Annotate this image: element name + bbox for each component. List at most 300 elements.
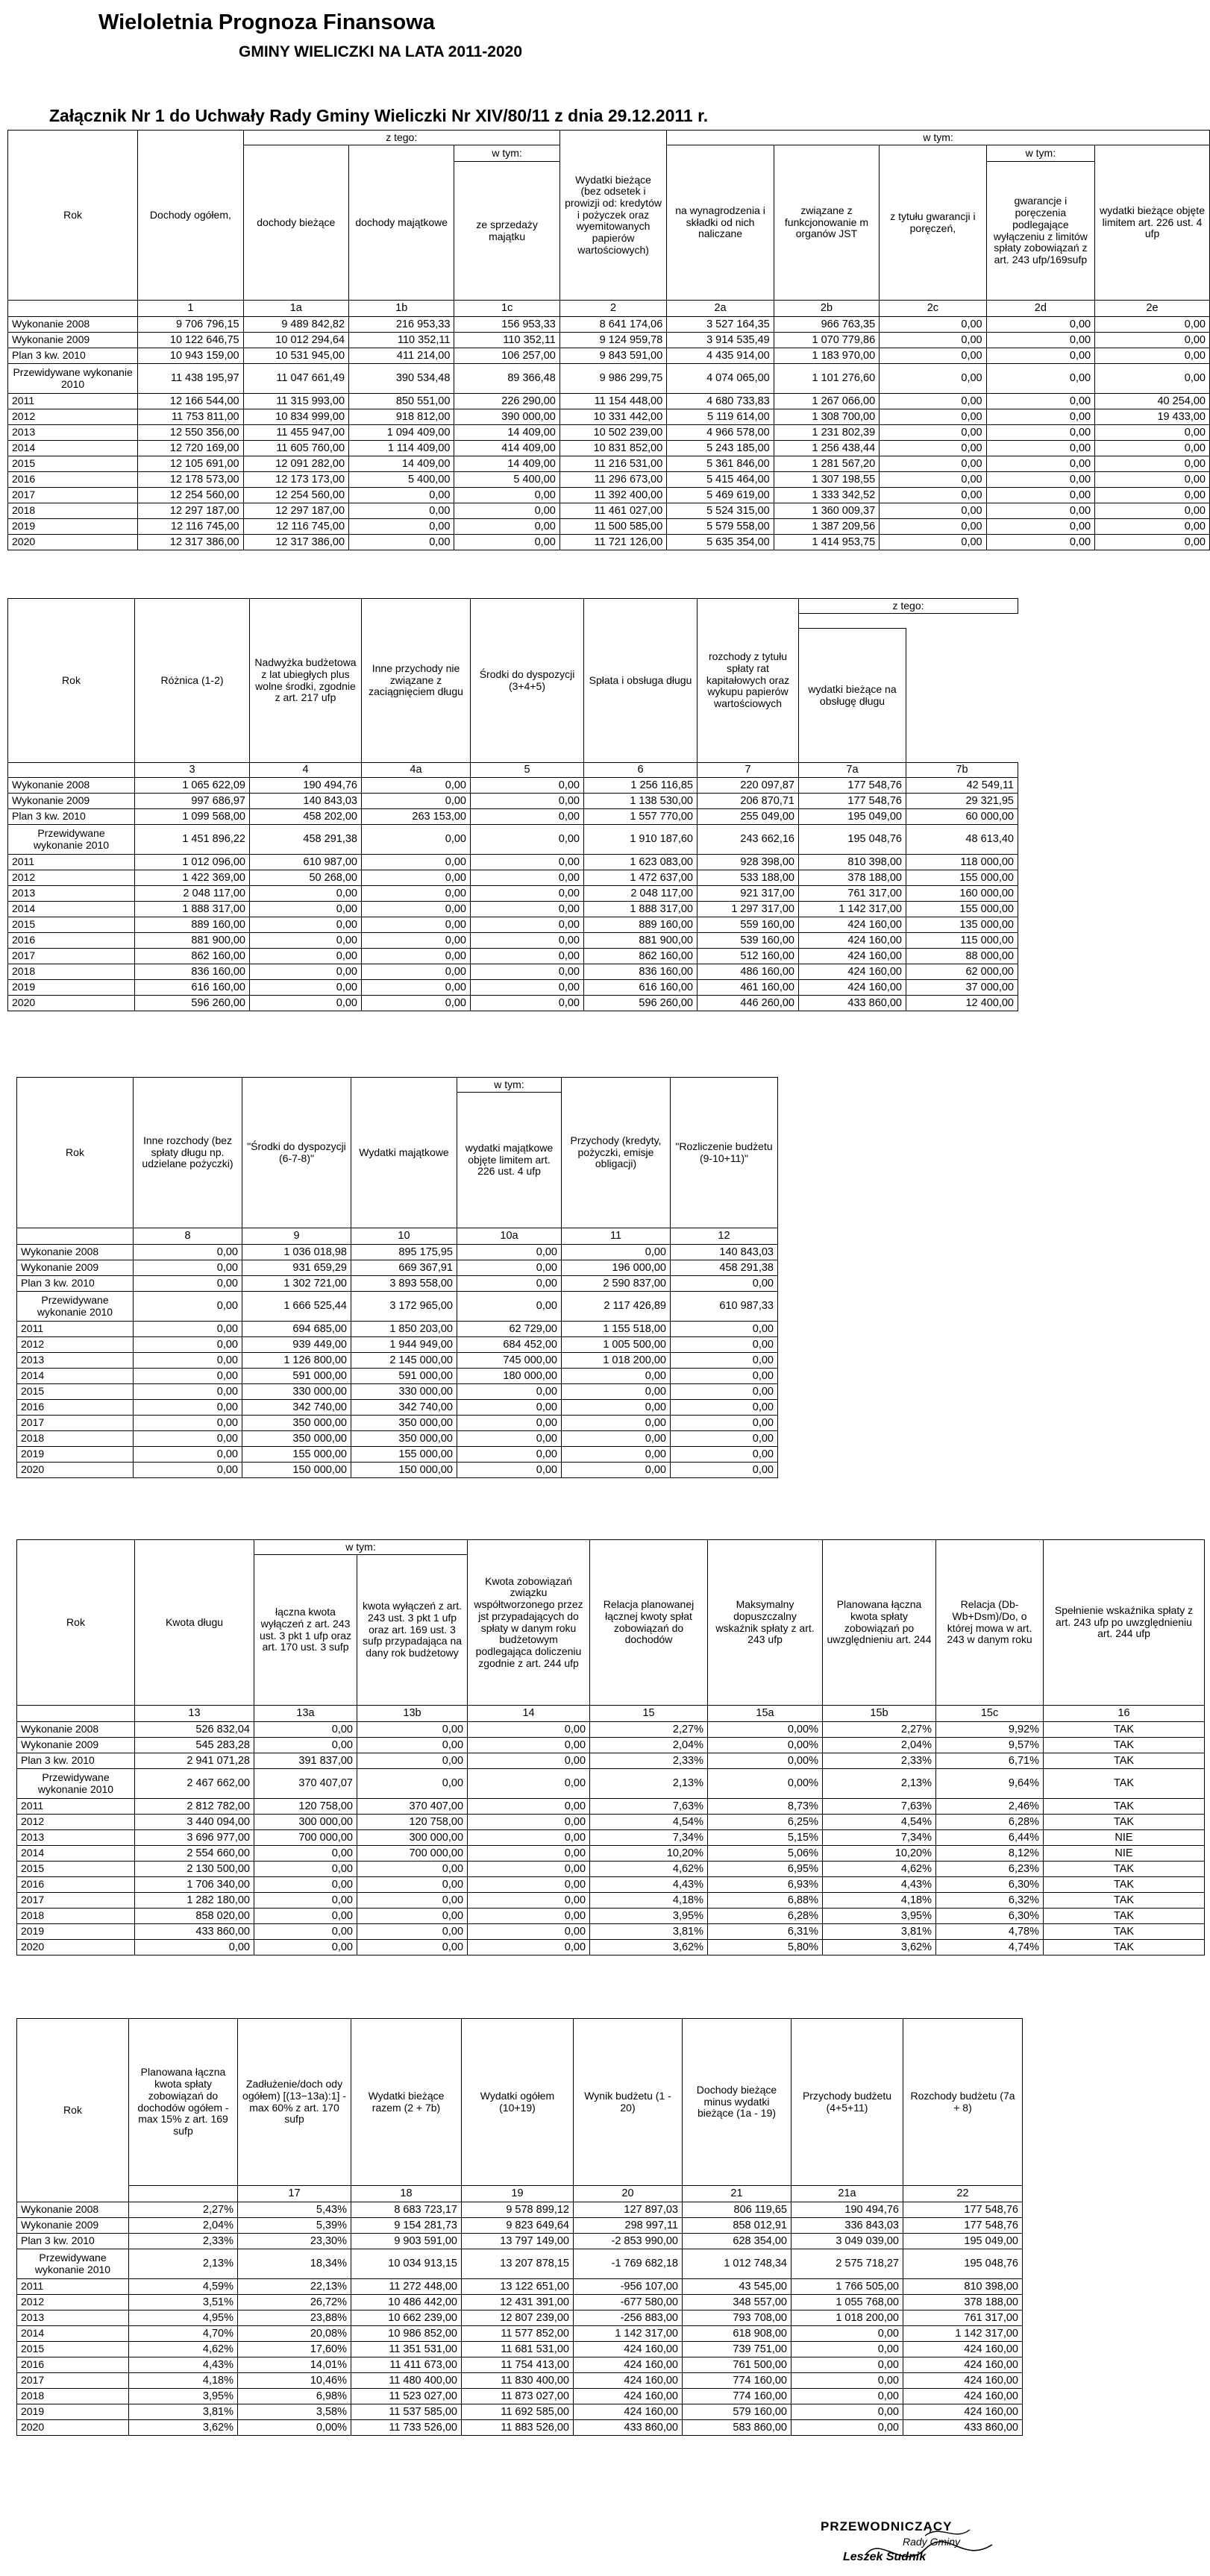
table-cell: 11 480 400,00 [351,2373,462,2389]
table-cell: 0,00 [254,1846,357,1862]
row-label: 2019 [8,519,138,535]
table-cell: 862 160,00 [135,949,250,964]
table-cell: 243 662,16 [698,825,799,855]
table-cell: 0,00 [986,317,1095,333]
table-cell: 810 398,00 [903,2279,1023,2295]
header-c1a: dochody bieżące [243,145,348,301]
table-cell: 694 685,00 [242,1322,351,1337]
table-row [17,1276,778,1292]
table-cell: 0,00 [986,535,1095,550]
table-cell: 0,00 [471,933,584,949]
table-cell: 0,00 [471,917,584,933]
column-index: 4 [250,763,362,778]
table-cell: 0,00 [134,1292,242,1322]
table-cell: 591 000,00 [351,1369,457,1384]
table-cell: 0,00 [986,472,1095,488]
table-cell: 12 116 745,00 [243,519,348,535]
table-cell: 11 411 673,00 [351,2357,462,2373]
table-cell: 1 065 622,09 [135,778,250,794]
column-index: 7 [698,763,799,778]
table-cell: 1 850 203,00 [351,1322,457,1337]
table-cell: 486 160,00 [698,964,799,980]
table-cell: 1 297 317,00 [698,902,799,917]
table-cell: 433 860,00 [574,2420,683,2436]
table-row [17,1384,778,1400]
column-index: 3 [135,763,250,778]
table-cell: 12 431 391,00 [462,2295,574,2310]
table-cell: 0,00 [135,1940,254,1955]
table-row [8,456,1210,472]
table-row [8,980,1018,996]
table-cell: 0,00 [134,1276,242,1292]
table-cell: 11 681 531,00 [462,2342,574,2357]
row-label: Wykonanie 2008 [8,778,135,794]
table-cell: 0,00 [562,1463,671,1478]
header-c23: Rozchody budżetu (7a + 8) [903,2019,1023,2186]
table-cell: 0,00 [250,996,362,1011]
header-c7a: rozchody z tytułu spłaty rat kapitałowych oraz wykupu papierów wartościowych [698,599,799,763]
header-c11: Przychody (kredyty, pożyczki, emisje obligacji) [562,1078,671,1228]
column-index: 1b [349,301,454,317]
table-row [17,1893,1205,1909]
table-cell: 3,62% [129,2420,238,2436]
table-cell: 156 953,33 [454,317,559,333]
table-cell: 0,00 [134,1384,242,1400]
table-cell: 0,00 [562,1384,671,1400]
table-cell: 0,00 [457,1276,562,1292]
table-cell: 4,62% [823,1862,936,1877]
table-cell: 10,20% [590,1846,708,1862]
table-cell: 1 766 505,00 [791,2279,903,2295]
table-row [8,503,1210,519]
row-label: 2019 [17,1924,135,1940]
table-cell: 0,00 [457,1431,562,1447]
row-label: 2012 [17,2295,129,2310]
column-index: 20 [574,2186,683,2202]
table-cell: 414 409,00 [454,441,559,456]
table-cell: 2 941 071,28 [135,1753,254,1769]
header-c2b: związane z funkcjonowanie m organów JST [774,145,879,301]
table-cell: 0,00 [671,1322,778,1337]
column-index: 13 [135,1706,254,1722]
table-cell: 6,88% [708,1893,823,1909]
table-cell: 3,95% [129,2389,238,2404]
table-cell: 1 666 525,44 [242,1292,351,1322]
table-cell: 390 000,00 [454,409,559,425]
table-cell: 411 214,00 [349,348,454,364]
table-cell: 263 153,00 [362,809,471,825]
table-cell: 4,43% [823,1877,936,1893]
header-rok: Rok [17,1078,134,1228]
table-cell: 5 524 315,00 [667,503,774,519]
table-cell: 1 256 438,44 [774,441,879,456]
table-cell: 1 472 637,00 [584,870,698,886]
table-cell: 0,00 [457,1292,562,1322]
header-c13b: kwota wyłączeń z art. 243 ust. 3 pkt 1 ufp oraz art. 169 ust. 3 sufp przypadająca na dany rok budżetowy [357,1555,468,1706]
table-row [17,2234,1023,2249]
table-row [17,1722,1205,1738]
table-cell: 684 452,00 [457,1337,562,1353]
table-row [8,778,1018,794]
table-cell: 616 160,00 [135,980,250,996]
table-cell: 0,00 [134,1260,242,1276]
row-label: 2018 [17,2389,129,2404]
table-cell: 0,00 [134,1431,242,1447]
table-cell: 774 160,00 [683,2373,791,2389]
table-cell: 0,00 [457,1447,562,1463]
table-cell: 1 910 187,60 [584,825,698,855]
table-cell: 37 000,00 [906,980,1018,996]
table-cell: 11 605 760,00 [243,441,348,456]
table-cell: TAK [1044,1799,1205,1815]
table-cell: 0,00 [250,886,362,902]
table-cell: 11 830 400,00 [462,2373,574,2389]
table-cell: 11 296 673,00 [559,472,666,488]
table-cell: 4,70% [129,2326,238,2342]
row-label: Plan 3 kw. 2010 [17,2234,129,2249]
table-cell: 895 175,95 [351,1245,457,1260]
table-cell: 433 860,00 [903,2420,1023,2436]
table-cell: 6,95% [708,1862,823,1877]
table-cell: 0,00 [250,949,362,964]
table-cell: TAK [1044,1722,1205,1738]
table-cell: 4,54% [823,1815,936,1830]
table-cell: 0,00 [671,1337,778,1353]
table-cell: 610 987,33 [671,1292,778,1322]
table-row [8,855,1018,870]
table-cell: 1 256 116,85 [584,778,698,794]
row-label: 2017 [17,1416,134,1431]
row-label: 2015 [8,456,138,472]
table-cell: TAK [1044,1893,1205,1909]
table-row [17,1909,1205,1924]
table-cell: 6,93% [708,1877,823,1893]
table-cell: 0,00 [468,1738,590,1753]
table-cell: 3 696 977,00 [135,1830,254,1846]
table-cell: 9,57% [936,1738,1044,1753]
table-cell: 0,00 [468,1830,590,1846]
table-cell: 0,00 [362,996,471,1011]
table-cell: 669 367,91 [351,1260,457,1276]
table-cell: 195 049,00 [903,2234,1023,2249]
column-index: 1a [243,301,348,317]
column-index: 4a [362,763,471,778]
table-cell: 0,00 [562,1416,671,1431]
table-cell: 378 188,00 [799,870,906,886]
header-c21a: Dochody bieżące minus wydatki bieżące (1a - 19) [683,2019,791,2186]
table-cell: 0,00 [468,1893,590,1909]
table-cell: 3 893 558,00 [351,1276,457,1292]
row-label: 2017 [17,2373,129,2389]
table-cell: 17,60% [238,2342,351,2357]
table-cell: 0,00 [791,2357,903,2373]
table-cell: 177 548,76 [903,2202,1023,2218]
row-label: 2016 [17,2357,129,2373]
table-row [17,2420,1023,2436]
table-cell: 4,59% [129,2279,238,2295]
table-cell: 0,00 [562,1431,671,1447]
table-cell: 1 231 802,39 [774,425,879,441]
row-label: 2018 [17,1909,135,1924]
table-row [8,902,1018,917]
table-cell: 0,00 [362,902,471,917]
table-cell: 378 188,00 [903,2295,1023,2310]
table-cell: 0,00 [468,1753,590,1769]
page-title: Wieloletnia Prognoza Finansowa [98,10,435,34]
table-cell: 391 837,00 [254,1753,357,1769]
table-cell: 761 317,00 [799,886,906,902]
table-cell: 18,34% [238,2249,351,2279]
table-cell: 0,00% [708,1769,823,1799]
table-cell: 424 160,00 [799,964,906,980]
table-cell: 6,28% [708,1909,823,1924]
table-row [8,870,1018,886]
table-cell: 0,00 [457,1416,562,1431]
row-label: 2013 [8,425,138,441]
table-cell: 7,63% [823,1799,936,1815]
table-cell: 1 036 018,98 [242,1245,351,1260]
table-cell: 40 254,00 [1095,394,1210,409]
table-cell: 110 352,11 [454,333,559,348]
table-cell: 11 351 531,00 [351,2342,462,2357]
row-label: Wykonanie 2009 [17,1738,135,1753]
row-label: Plan 3 kw. 2010 [8,348,138,364]
table-cell: 4,78% [936,1924,1044,1940]
table-row [17,2202,1023,2218]
table-cell: 1 018 200,00 [562,1353,671,1369]
table-cell: 810 398,00 [799,855,906,870]
table-cell: 180 000,00 [457,1369,562,1384]
page-subtitle: GMINY WIELICZKI NA LATA 2011-2020 [239,43,523,60]
table-cell: 0,00 [349,488,454,503]
table-row [17,2279,1023,2295]
table-cell: 997 686,97 [135,794,250,809]
table-cell: 12 297 187,00 [243,503,348,519]
row-label: 2014 [8,902,135,917]
table-cell: 0,00 [254,1940,357,1955]
row-label: 2011 [17,2279,129,2295]
table-cell: 0,00 [986,348,1095,364]
column-index: 2d [986,301,1095,317]
table-cell: 11 523 027,00 [351,2389,462,2404]
header-c1c: ze sprzedaży majątku [454,162,559,301]
table-cell: 4 966 578,00 [667,425,774,441]
table-row [17,1830,1205,1846]
table-cell: 150 000,00 [351,1463,457,1478]
row-label: 2014 [17,1846,135,1862]
row-label: Wykonanie 2008 [8,317,138,333]
table-cell: 0,00 [468,1862,590,1877]
table-cell: 195 048,76 [799,825,906,855]
table-cell: NIE [1044,1830,1205,1846]
table-cell: 1 005 500,00 [562,1337,671,1353]
table-cell: 2 130 500,00 [135,1862,254,1877]
table-cell: 1 070 779,86 [774,333,879,348]
table-cell: 0,00 [880,333,986,348]
header-c15c: Relacja (Db-Wb+Dsm)/Do, o której mowa w art. 243 w danym roku [936,1540,1044,1706]
table-cell: 12 400,00 [906,996,1018,1011]
table-cell: 6,31% [708,1924,823,1940]
table-cell: 0,00 [880,535,986,550]
table-cell: 5 119 614,00 [667,409,774,425]
table-cell: 2 145 000,00 [351,1353,457,1369]
table-cell: 1 155 518,00 [562,1322,671,1337]
table-cell: 881 900,00 [135,933,250,949]
table-cell: 0,00 [791,2389,903,2404]
row-label: 2012 [8,409,138,425]
table-cell: 4 074 065,00 [667,364,774,394]
row-label: 2020 [17,2420,129,2436]
table-cell: 0,00 [1095,519,1210,535]
table-cell: 26,72% [238,2295,351,2310]
header-c2e: wydatki bieżące objęte limitem art. 226 ust. 4 ufp [1095,145,1210,301]
table-row [17,1815,1205,1830]
header-c15b: Planowana łączna kwota spłaty zobowiązań po uwzględnieniu art. 244 [823,1540,936,1706]
table-cell: 0,00 [791,2404,903,2420]
row-label: 2019 [8,980,135,996]
table-cell: 2 812 782,00 [135,1799,254,1815]
row-label: 2013 [17,1353,134,1369]
table-cell: 458 291,38 [250,825,362,855]
table-cell: 0,00 [254,1909,357,1924]
header-c1b: dochody majątkowe [349,145,454,301]
table-cell: 579 160,00 [683,2404,791,2420]
table-row [8,794,1018,809]
row-label: Plan 3 kw. 2010 [17,1753,135,1769]
table-cell: 424 160,00 [574,2373,683,2389]
table-cell: 0,00 [468,1909,590,1924]
table-cell: 0,00 [362,778,471,794]
table-cell: 0,00 [986,333,1095,348]
table-cell: 106 257,00 [454,348,559,364]
table-cell: 939 449,00 [242,1337,351,1353]
table-cell: 11 272 448,00 [351,2279,462,2295]
row-label: 2020 [8,535,138,550]
table-cell: 1 307 198,55 [774,472,879,488]
table-cell: 6,30% [936,1877,1044,1893]
table-cell: 12 105 691,00 [138,456,243,472]
column-index: 10a [457,1228,562,1245]
table-cell: 881 900,00 [584,933,698,949]
table-budget-result [16,2018,1023,2436]
table-cell: 0,00 [1095,456,1210,472]
table-cell: 0,00% [708,1738,823,1753]
table-cell: 0,00 [254,1862,357,1877]
row-label: 2012 [17,1337,134,1353]
row-label: 2017 [17,1893,135,1909]
table-cell: 0,00 [454,519,559,535]
table-cell: 424 160,00 [799,980,906,996]
table-row [17,2249,1023,2279]
table-row [17,1753,1205,1769]
table-cell: 2 048 117,00 [135,886,250,902]
table-cell: 1 094 409,00 [349,425,454,441]
table-cell: 5 243 185,00 [667,441,774,456]
table-cell: 10 662 239,00 [351,2310,462,2326]
table-cell: 2,27% [823,1722,936,1738]
table-cell: 20,08% [238,2326,351,2342]
header-c2d: gwarancje i poręczenia podlegające wyłączeniu z limitów spłaty zobowiązań z art. 243 ufp/169sufp [986,162,1095,301]
table-cell: 12 173 173,00 [243,472,348,488]
table-cell: 10,20% [823,1846,936,1862]
table-cell: 0,00 [362,825,471,855]
table-cell: 11 154 448,00 [559,394,666,409]
table-row [17,2373,1023,2389]
table-row [17,1260,778,1276]
table-cell: 424 160,00 [903,2389,1023,2404]
table-cell: 5 579 558,00 [667,519,774,535]
table-cell: 8,12% [936,1846,1044,1862]
table-cell: 43 545,00 [683,2279,791,2295]
table-cell: 583 860,00 [683,2420,791,2436]
table-cell: 160 000,00 [906,886,1018,902]
table-cell: 433 860,00 [799,996,906,1011]
table-surplus-debt-service [7,598,1018,1011]
header-c2: Wydatki bieżące (bez odsetek i prowizji od: kredytów i pożyczek oraz wyemitowanych papierów wartościowych) [559,131,666,301]
table-cell: 11 537 585,00 [351,2404,462,2420]
table-cell: 4,95% [129,2310,238,2326]
table-cell: -677 580,00 [574,2295,683,2310]
table-cell: 350 000,00 [351,1416,457,1431]
column-index: 7b [906,763,1018,778]
table-cell: 1 055 768,00 [791,2295,903,2310]
table-cell: 5,43% [238,2202,351,2218]
column-index: 2e [1095,301,1210,317]
table-cell: 0,00 [471,825,584,855]
table-cell: 1 126 800,00 [242,1353,351,1369]
table-row [8,809,1018,825]
header-c20: Wydatki ogółem (10+19) [462,2019,574,2186]
table-cell: 0,00 [357,1722,468,1738]
column-index: 19 [462,2186,574,2202]
table-row [8,996,1018,1011]
table-cell: 862 160,00 [584,949,698,964]
table-cell: 0,00 [349,535,454,550]
table-cell: 0,00 [454,503,559,519]
table-row [17,1877,1205,1893]
table-row [8,425,1210,441]
row-label: Przewidywane wykonanie 2010 [17,2249,129,2279]
table-cell: 5,80% [708,1940,823,1955]
row-label: 2015 [8,917,135,933]
table-cell: 5,15% [708,1830,823,1846]
table-cell: 5 361 846,00 [667,456,774,472]
table-cell: 0,00 [457,1260,562,1276]
table-row [8,964,1018,980]
table-cell: 0,00 [457,1463,562,1478]
table-cell: 1 944 949,00 [351,1337,457,1353]
column-index: 9 [242,1228,351,1245]
table-cell: 0,00 [1095,488,1210,503]
table-cell: 11 754 413,00 [462,2357,574,2373]
table-cell: 10 834 999,00 [243,409,348,425]
table-cell: 2 117 426,89 [562,1292,671,1322]
table-cell: 0,00 [562,1245,671,1260]
table-cell: 9 124 959,78 [559,333,666,348]
table-cell: 0,00 [254,1877,357,1893]
table-cell: 0,00 [468,1799,590,1815]
table-cell: 0,00 [1095,535,1210,550]
table-cell: 591 000,00 [242,1369,351,1384]
table-row [17,1353,778,1369]
table-cell: 7,34% [590,1830,708,1846]
table-cell: 0,00 [986,441,1095,456]
table-cell: 433 860,00 [135,1924,254,1940]
stamp-name: Leszek Sudnik [843,2551,927,2563]
table-row [8,472,1210,488]
annex-caption: Załącznik Nr 1 do Uchwały Rady Gminy Wieliczki Nr XIV/80/11 z dnia 29.12.2011 r. [49,106,709,125]
row-label: 2013 [17,1830,135,1846]
